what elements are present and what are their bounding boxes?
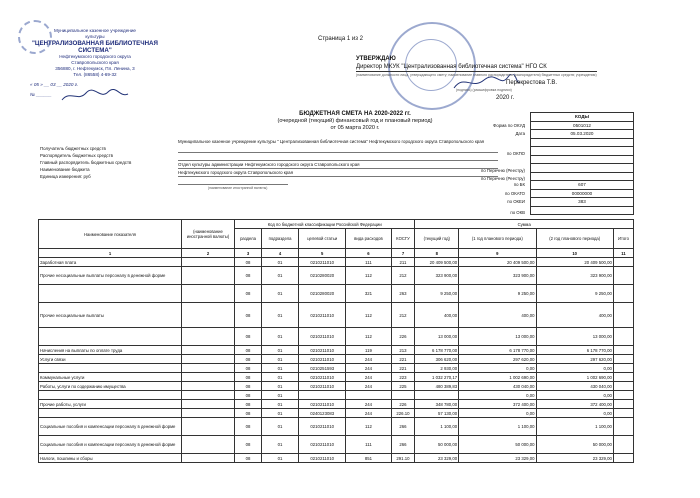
cell-target: 0210211010 bbox=[299, 418, 346, 436]
approve-position: Директор МКУК "Централизованная библиотечная система" НГО СК bbox=[356, 64, 597, 73]
cell-sum-current: 1 100,00 bbox=[415, 418, 459, 436]
cell-sum-current: 480 389,83 bbox=[415, 382, 459, 391]
budget-table bbox=[38, 219, 634, 463]
cell-sum-plan2: 323 900,00 bbox=[536, 267, 613, 285]
cell-name: Заработная плата bbox=[39, 258, 182, 267]
org-stamp-number: № ______ bbox=[30, 92, 52, 97]
cell-expense-type: 112 bbox=[346, 303, 391, 328]
org-stamp-line-2: культуры bbox=[85, 34, 105, 39]
cell-section: 08 bbox=[235, 373, 262, 382]
cell-name: Социальные пособия и компенсации персоналу в денежной форме bbox=[39, 418, 182, 436]
cell-expense-type: 244 bbox=[346, 400, 391, 409]
col-number: 10 bbox=[536, 249, 613, 258]
cell-kosgu: 213 bbox=[391, 346, 415, 355]
cell-currency bbox=[182, 409, 235, 418]
cell-name: Прочие несоциальные выплаты bbox=[39, 303, 182, 328]
meta-currency-note: (наименование иностранной валюты) bbox=[208, 186, 268, 190]
cell-subsection: 01 bbox=[262, 258, 299, 267]
table-row bbox=[39, 391, 634, 400]
cell-kosgu: 225 bbox=[391, 382, 415, 391]
code-label: по ОКПО bbox=[506, 150, 525, 156]
cell-sum-current bbox=[415, 391, 459, 400]
col-number: 3 bbox=[235, 249, 262, 258]
cell-expense-type: 112 bbox=[346, 418, 391, 436]
cell-sum-plan1: 0,00 bbox=[459, 409, 536, 418]
codes-row bbox=[531, 155, 634, 164]
code-value: 607 по БК bbox=[531, 181, 634, 190]
col-header: подраздела bbox=[262, 229, 299, 249]
cell-total bbox=[613, 409, 633, 418]
cell-sum-plan2: 0,00 bbox=[536, 391, 613, 400]
cell-sum-current: 2 930,00 bbox=[415, 364, 459, 373]
cell-sum-current: 1 032 270,17 bbox=[415, 373, 459, 382]
col-number: 8 bbox=[415, 249, 459, 258]
title-heading: БЮДЖЕТНАЯ СМЕТА НА 2020-2022 гг. bbox=[299, 111, 411, 117]
col-header: вида расходов bbox=[346, 229, 391, 249]
cell-section: 08 bbox=[235, 418, 262, 436]
cell-target: 0210211010 bbox=[299, 400, 346, 409]
cell-total bbox=[613, 355, 633, 364]
cell-currency bbox=[182, 454, 235, 463]
cell-subsection: 01 bbox=[262, 436, 299, 454]
cell-sum-plan1: 50 000,00 bbox=[459, 436, 536, 454]
cell-subsection: 01 bbox=[262, 355, 299, 364]
org-stamp-date: « 05 » __ 03 __ 2020 г. bbox=[30, 82, 79, 87]
cell-sum-current: 306 620,00 bbox=[415, 355, 459, 364]
cell-target: 0210251593 bbox=[299, 364, 346, 373]
cell-subsection: 01 bbox=[262, 400, 299, 409]
code-label: Форма по ОКУД bbox=[493, 122, 525, 128]
title-date: от 05 марта 2020 г. bbox=[330, 125, 380, 131]
code-label: по БК bbox=[513, 182, 525, 188]
cell-kosgu: 226 bbox=[391, 400, 415, 409]
cell-subsection: 01 bbox=[262, 285, 299, 303]
meta-label-budget: Наименование бюджета bbox=[40, 167, 90, 172]
cell-sum-current: 13 000,00 bbox=[415, 328, 459, 346]
cell-name: Прочие работы, услуги bbox=[39, 400, 182, 409]
cell-sum-plan2: 400,00 bbox=[536, 303, 613, 328]
cell-sum-plan1: 1 002 690,00 bbox=[459, 373, 536, 382]
title-subtitle: (очередной (текущий) финансовый год и плановый период) bbox=[277, 118, 433, 124]
cell-target: 0210211010 bbox=[299, 303, 346, 328]
col-name-header: Наименование показателя bbox=[39, 220, 182, 249]
cell-section: 08 bbox=[235, 267, 262, 285]
cell-sum-plan1: 6 178 770,00 bbox=[459, 346, 536, 355]
codes-row bbox=[531, 172, 634, 181]
meta-label-unit: Единица измерения: руб bbox=[40, 174, 91, 179]
col-header: Итого bbox=[613, 229, 633, 249]
cell-target bbox=[299, 391, 346, 400]
cell-kosgu: 221 bbox=[391, 355, 415, 364]
cell-sum-current: 348 780,00 bbox=[415, 400, 459, 409]
cell-total bbox=[613, 346, 633, 355]
cell-total bbox=[613, 400, 633, 409]
cell-sum-plan1: 9 250,00 bbox=[459, 285, 536, 303]
codes-row bbox=[531, 181, 634, 190]
cell-sum-plan1: 0,00 bbox=[459, 364, 536, 373]
cell-sum-plan2: 9 250,00 bbox=[536, 285, 613, 303]
codes-row bbox=[531, 147, 634, 156]
cell-kosgu: 212 bbox=[391, 303, 415, 328]
cell-target: 0210280020 bbox=[299, 285, 346, 303]
cell-expense-type: 119 bbox=[346, 346, 391, 355]
codes-row bbox=[531, 138, 634, 147]
cell-subsection: 01 bbox=[262, 454, 299, 463]
cell-section: 08 bbox=[235, 382, 262, 391]
cell-sum-plan2: 13 000,00 bbox=[536, 328, 613, 346]
approve-year: 2020 г. bbox=[496, 94, 515, 101]
cell-target: 0240123083 bbox=[299, 409, 346, 418]
cell-sum-current: 6 178 770,00 bbox=[415, 346, 459, 355]
col-header: целевой статьи bbox=[299, 229, 346, 249]
cell-subsection: 01 bbox=[262, 409, 299, 418]
table-row bbox=[39, 400, 634, 409]
cell-target: 0210211010 bbox=[299, 346, 346, 355]
cell-sum-plan1: 400,00 bbox=[459, 303, 536, 328]
cell-sum-plan2: 0,00 bbox=[536, 409, 613, 418]
table-row bbox=[39, 328, 634, 346]
code-value bbox=[531, 138, 634, 147]
cell-expense-type: 244 bbox=[346, 355, 391, 364]
cell-section: 08 bbox=[235, 436, 262, 454]
cell-subsection: 01 bbox=[262, 346, 299, 355]
cell-subsection: 01 bbox=[262, 391, 299, 400]
cell-total bbox=[613, 258, 633, 267]
org-stamp-name: "ЦЕНТРАЛИЗОВАННАЯ БИБЛИОТЕЧНАЯ СИСТЕМА" bbox=[32, 40, 158, 54]
cell-subsection: 01 bbox=[262, 303, 299, 328]
cell-expense-type: 244 bbox=[346, 373, 391, 382]
cell-name: Услуги связи bbox=[39, 355, 182, 364]
cell-subsection: 01 bbox=[262, 364, 299, 373]
meta-value-unit bbox=[178, 177, 288, 185]
col-header: КОСГУ bbox=[391, 229, 415, 249]
meta-label-chief-manager: Главный распорядитель бюджетных средств bbox=[40, 160, 132, 165]
table-row bbox=[39, 346, 634, 355]
cell-sum-plan1: 13 000,00 bbox=[459, 328, 536, 346]
cell-name: Прочие несоциальные выплаты персоналу в денежной форме bbox=[39, 267, 182, 285]
code-label: по ОКАТО bbox=[504, 190, 525, 196]
cell-sum-current: 323 900,00 bbox=[415, 267, 459, 285]
cell-target: 0210211010 bbox=[299, 355, 346, 364]
code-value bbox=[531, 155, 634, 164]
cell-sum-current: 57 130,00 bbox=[415, 409, 459, 418]
cell-section: 08 bbox=[235, 258, 262, 267]
cell-currency bbox=[182, 303, 235, 328]
cell-target: 0210211010 bbox=[299, 436, 346, 454]
cell-currency bbox=[182, 355, 235, 364]
cell-name bbox=[39, 391, 182, 400]
cell-expense-type: 244 bbox=[346, 364, 391, 373]
approve-sign-sub: (подпись) (расшифровка подписи) bbox=[456, 88, 512, 92]
cell-kosgu: 226 bbox=[391, 328, 415, 346]
code-value: 05.03.2020 Дата bbox=[531, 130, 634, 139]
cell-expense-type bbox=[346, 391, 391, 400]
cell-total bbox=[613, 436, 633, 454]
cell-currency bbox=[182, 436, 235, 454]
codes-header: КОДЫ bbox=[531, 113, 634, 122]
cell-expense-type: 244 bbox=[346, 382, 391, 391]
org-stamp-line-1: Муниципальное казенное учреждение bbox=[54, 28, 136, 33]
cell-currency bbox=[182, 258, 235, 267]
cell-target: 0210211010 bbox=[299, 258, 346, 267]
table-row bbox=[39, 382, 634, 391]
cell-target: 0210280020 bbox=[299, 267, 346, 285]
cell-sum-plan2: 372 400,00 bbox=[536, 400, 613, 409]
cell-name bbox=[39, 285, 182, 303]
cell-sum-plan2: 1 100,00 bbox=[536, 418, 613, 436]
cell-sum-plan1: 372 400,00 bbox=[459, 400, 536, 409]
cell-target: 0210211010 bbox=[299, 454, 346, 463]
cell-currency bbox=[182, 418, 235, 436]
cell-name bbox=[39, 328, 182, 346]
cell-sum-plan1: 297 620,00 bbox=[459, 355, 536, 364]
cell-kosgu: 263 bbox=[391, 285, 415, 303]
code-label: Дата bbox=[515, 131, 525, 137]
col-header: (1 год планового периода) bbox=[459, 229, 536, 249]
cell-currency bbox=[182, 346, 235, 355]
cell-currency bbox=[182, 364, 235, 373]
cell-currency bbox=[182, 382, 235, 391]
cell-expense-type: 112 bbox=[346, 328, 391, 346]
cell-section: 08 bbox=[235, 328, 262, 346]
cell-sum-current: 20 409 500,00 bbox=[415, 258, 459, 267]
cell-name bbox=[39, 409, 182, 418]
cell-sum-plan1: 20 409 500,00 bbox=[459, 258, 536, 267]
table-row bbox=[39, 364, 634, 373]
cell-currency bbox=[182, 267, 235, 285]
cell-kosgu: 266 bbox=[391, 418, 415, 436]
meta-label-recipient: Получатель бюджетных средств bbox=[40, 146, 106, 151]
cell-currency bbox=[182, 391, 235, 400]
cell-sum-plan2: 23 329,00 bbox=[536, 454, 613, 463]
cell-expense-type: 111 bbox=[346, 258, 391, 267]
col-number: 2 bbox=[182, 249, 235, 258]
code-label: по ОКВ bbox=[510, 210, 525, 216]
cell-expense-type: 321 bbox=[346, 285, 391, 303]
cell-total bbox=[613, 382, 633, 391]
document-title bbox=[255, 111, 455, 132]
codes-row bbox=[531, 206, 634, 215]
cell-sum-plan1: 23 329,00 bbox=[459, 454, 536, 463]
cell-total bbox=[613, 364, 633, 373]
col-header: (текущий год) bbox=[415, 229, 459, 249]
cell-subsection: 01 bbox=[262, 418, 299, 436]
cell-sum-plan1: 0,00 bbox=[459, 391, 536, 400]
cell-name: Налоги, пошлины и сборы bbox=[39, 454, 182, 463]
code-group-header: Код по бюджетной классификации Российской Федерации bbox=[235, 220, 415, 229]
table-row bbox=[39, 436, 634, 454]
cell-total bbox=[613, 328, 633, 346]
table-row bbox=[39, 418, 634, 436]
cell-sum-current: 50 000,00 bbox=[415, 436, 459, 454]
table-row bbox=[39, 267, 634, 285]
cell-section: 08 bbox=[235, 346, 262, 355]
cell-sum-plan1: 323 900,00 bbox=[459, 267, 536, 285]
cell-expense-type: 112 bbox=[346, 267, 391, 285]
table-row bbox=[39, 355, 634, 364]
codes-row bbox=[531, 189, 634, 198]
org-stamp-region: Ставропольского края bbox=[71, 60, 119, 65]
cell-sum-current: 9 250,00 bbox=[415, 285, 459, 303]
code-value bbox=[481, 172, 634, 182]
cell-section: 08 bbox=[235, 391, 262, 400]
cell-total bbox=[613, 267, 633, 285]
cell-expense-type: 851 bbox=[346, 454, 391, 463]
sum-group-header: Сумма bbox=[415, 220, 634, 229]
approve-block bbox=[356, 56, 597, 102]
col-header: (2 год планового периода) bbox=[536, 229, 613, 249]
code-label: по Перечню (Реестру) bbox=[481, 176, 525, 182]
cell-target: 0210211010 bbox=[299, 328, 346, 346]
meta-values bbox=[178, 139, 498, 192]
cell-currency bbox=[182, 373, 235, 382]
cell-currency bbox=[182, 328, 235, 346]
cell-total bbox=[613, 303, 633, 328]
cell-section: 08 bbox=[235, 454, 262, 463]
cell-kosgu: 266 bbox=[391, 436, 415, 454]
code-value: 383 по ОКЕИ bbox=[531, 198, 634, 207]
cell-sum-plan2: 20 409 500,00 bbox=[536, 258, 613, 267]
table-row bbox=[39, 409, 634, 418]
cell-kosgu bbox=[391, 391, 415, 400]
cell-kosgu: 211 bbox=[391, 258, 415, 267]
org-stamp-address: 356880, г. Нефтекумск, Пл. Ленина, 3 bbox=[55, 66, 135, 71]
page-number: Страница 1 из 2 bbox=[318, 36, 363, 42]
cell-subsection: 01 bbox=[262, 382, 299, 391]
cell-subsection: 01 bbox=[262, 267, 299, 285]
cell-currency bbox=[182, 285, 235, 303]
cell-sum-plan2: 430 040,00 bbox=[536, 382, 613, 391]
codes-box bbox=[481, 112, 634, 216]
cell-sum-current: 400,00 bbox=[415, 303, 459, 328]
cell-subsection: 01 bbox=[262, 373, 299, 382]
codes-table bbox=[481, 112, 634, 216]
cell-name: Коммунальные услуги bbox=[39, 373, 182, 382]
cell-section: 08 bbox=[235, 285, 262, 303]
approve-subtitle: (наименование должности лица, утверждающего смету; наименование главного распорядителя (распорядителя) бюджетных средств; учреждения) bbox=[356, 73, 597, 77]
cell-total bbox=[613, 285, 633, 303]
code-label: по ОКЕИ bbox=[507, 199, 525, 205]
cell-expense-type: 244 bbox=[346, 409, 391, 418]
cell-sum-current: 23 329,00 bbox=[415, 454, 459, 463]
meta-value-recipient: Муниципальное казенное учреждение культуры " Централизованная библиотечная система" Нефтекумского городского округа Ставропольского края bbox=[178, 138, 498, 153]
cell-total bbox=[613, 373, 633, 382]
code-value bbox=[481, 164, 634, 173]
cell-sum-plan1: 1 100,00 bbox=[459, 418, 536, 436]
cell-section: 08 bbox=[235, 409, 262, 418]
code-value bbox=[506, 147, 634, 156]
col-number: 4 bbox=[262, 249, 299, 258]
cell-kosgu: 212 bbox=[391, 267, 415, 285]
cell-name bbox=[39, 364, 182, 373]
col-number: 7 bbox=[391, 249, 415, 258]
approve-title: УТВЕРЖДАЮ bbox=[356, 56, 396, 62]
meta-labels bbox=[40, 145, 131, 180]
col-number: 5 bbox=[299, 249, 346, 258]
code-value: 00000000 по ОКАТО bbox=[531, 189, 634, 198]
col-number: 9 bbox=[459, 249, 536, 258]
cell-kosgu: 291.10 bbox=[391, 454, 415, 463]
cell-section: 08 bbox=[235, 303, 262, 328]
table-row bbox=[39, 454, 634, 463]
cell-target: 0210211010 bbox=[299, 382, 346, 391]
code-label: по Перечню (Реестру) bbox=[481, 167, 525, 173]
cell-sum-plan2: 50 000,00 bbox=[536, 436, 613, 454]
cell-expense-type: 111 bbox=[346, 436, 391, 454]
cell-sum-plan2: 0,00 bbox=[536, 364, 613, 373]
cell-sum-plan2: 297 620,00 bbox=[536, 355, 613, 364]
cell-section: 08 bbox=[235, 364, 262, 373]
meta-value-manager bbox=[178, 153, 498, 161]
cell-section: 08 bbox=[235, 355, 262, 364]
cell-total bbox=[613, 418, 633, 436]
cell-subsection: 01 bbox=[262, 328, 299, 346]
org-stamp-phone: Тел. (86558) 4-69-32 bbox=[73, 72, 117, 77]
cell-kosgu: 223 bbox=[391, 373, 415, 382]
cell-target: 0210211010 bbox=[299, 373, 346, 382]
col-number: 1 bbox=[39, 249, 182, 258]
col-header: раздела bbox=[235, 229, 262, 249]
cell-sum-plan2: 1 002 690,00 bbox=[536, 373, 613, 382]
meta-label-manager: Распорядитель бюджетных средств bbox=[40, 153, 113, 158]
cell-total bbox=[613, 454, 633, 463]
col-number: 6 bbox=[346, 249, 391, 258]
meta-value-budget: Нефтекумского городского округа Ставропольского края bbox=[178, 169, 498, 177]
table-row bbox=[39, 285, 634, 303]
cell-sum-plan2: 6 178 770,00 bbox=[536, 346, 613, 355]
meta-value-chief-manager: Отдел культуры администрации Нефтекумского городского округа Ставропольского края bbox=[178, 161, 498, 169]
cell-name: Работы, услуги по содержанию имущества bbox=[39, 382, 182, 391]
cell-section: 08 bbox=[235, 400, 262, 409]
cell-total bbox=[613, 391, 633, 400]
codes-row bbox=[531, 121, 634, 130]
codes-row bbox=[531, 164, 634, 173]
cell-name: Начисления на выплаты по оплате труда bbox=[39, 346, 182, 355]
cell-sum-plan1: 430 040,00 bbox=[459, 382, 536, 391]
cell-kosgu: 226.10 bbox=[391, 409, 415, 418]
org-stamp-district: Нефтекумского городского округа bbox=[59, 54, 131, 59]
cell-currency bbox=[182, 400, 235, 409]
col-number: 11 bbox=[613, 249, 633, 258]
codes-row bbox=[531, 198, 634, 207]
code-value: 0501012 Форма по ОКУД bbox=[531, 121, 634, 130]
approve-signer: Перекрестова Т.В. bbox=[506, 79, 558, 86]
cell-kosgu: 221 bbox=[391, 364, 415, 373]
table-row bbox=[39, 258, 634, 267]
table-row bbox=[39, 373, 634, 382]
col-currency-header: (наименование иностранной валюты) bbox=[182, 220, 235, 249]
cell-name: Социальные пособия и компенсации персоналу в денежной форме bbox=[39, 436, 182, 454]
signature-mark bbox=[60, 88, 130, 104]
code-value bbox=[510, 206, 634, 216]
table-row bbox=[39, 303, 634, 328]
codes-row bbox=[531, 130, 634, 139]
